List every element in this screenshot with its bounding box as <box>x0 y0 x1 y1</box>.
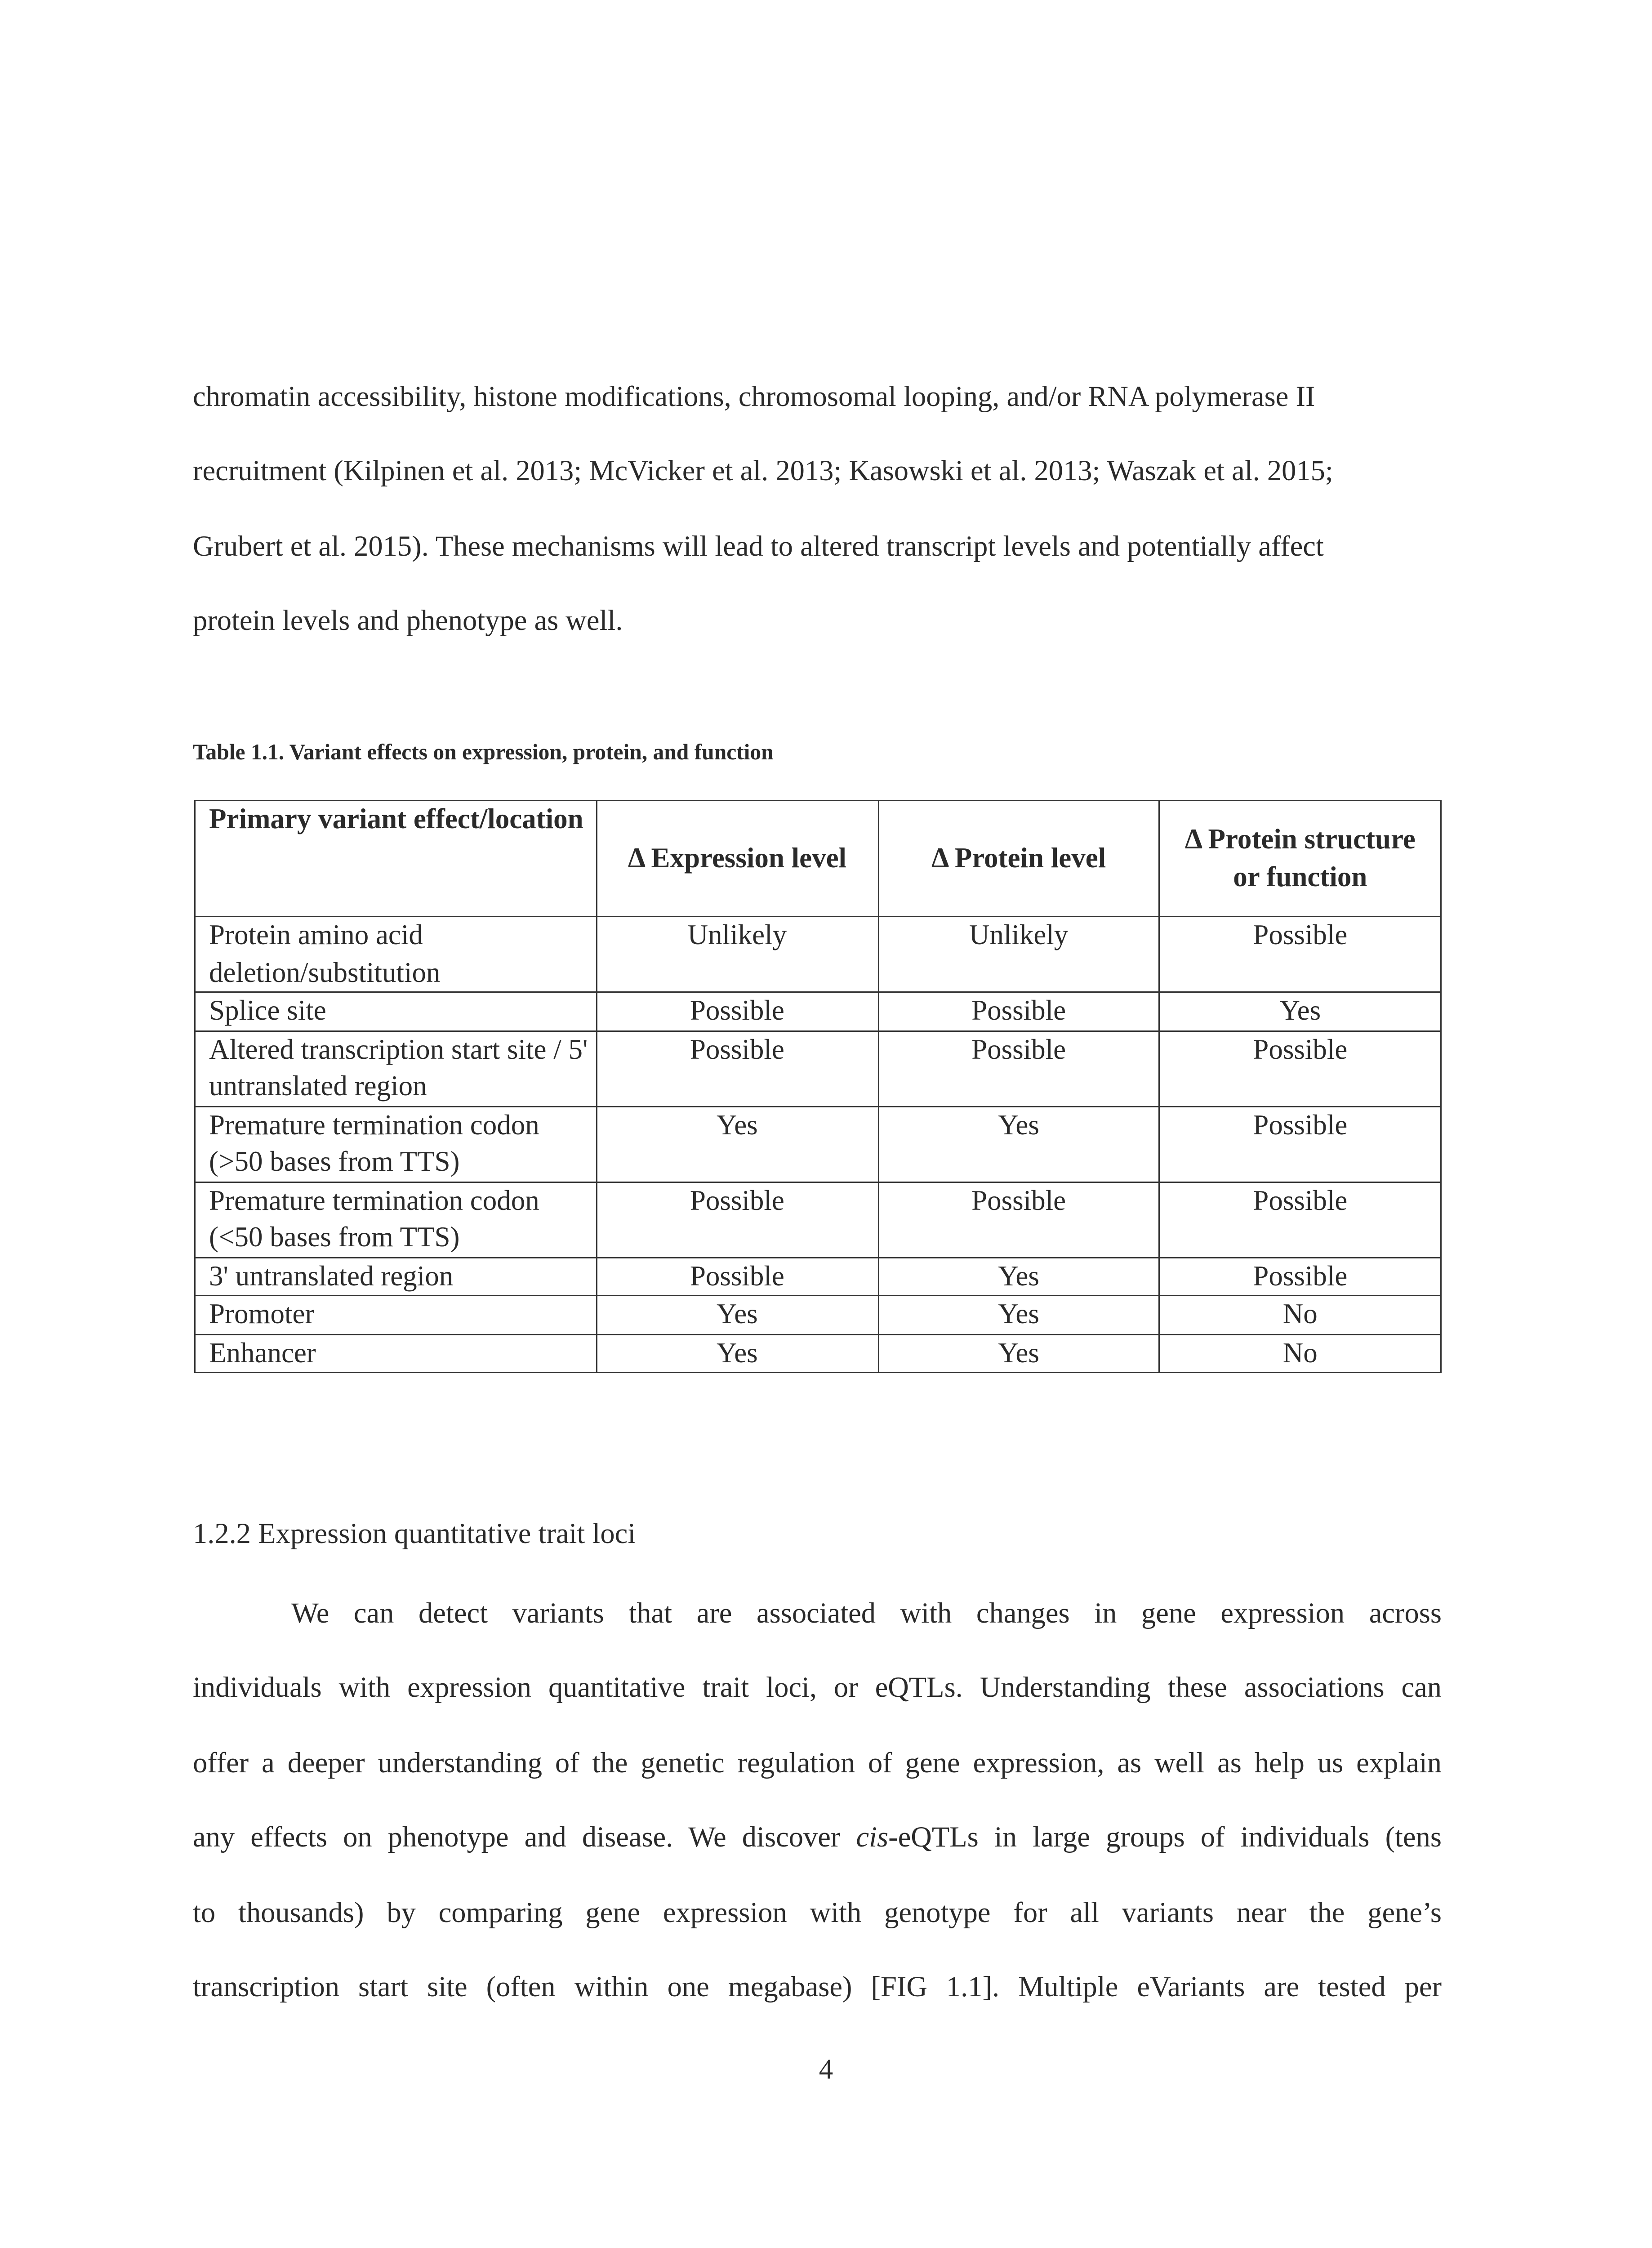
row-label: Enhancer <box>195 1334 597 1373</box>
page-number: 4 <box>819 2053 833 2085</box>
body-line-5: to thousands) by comparing gene expression with genotype for all variants near the gene’s <box>193 1896 1442 1929</box>
protein-function-cell: Possible <box>1159 1257 1441 1296</box>
expression-cell: Unlikely <box>597 917 878 992</box>
table-row <box>195 1257 1441 1296</box>
column-header-protein-level: Δ Protein level <box>878 801 1159 917</box>
body-line-4 <box>193 1817 1442 1857</box>
protein-function-cell: Possible <box>1159 1106 1441 1182</box>
intro-line-2: recruitment (Kilpinen et al. 2013; McVicker et al. 2013; Kasowski et al. 2013; Waszak et al. 2015; <box>193 455 1333 487</box>
protein-level-cell: Yes <box>878 1257 1159 1296</box>
body-line-4-start: any effects on phenotype and disease. We discover <box>193 1821 856 1853</box>
protein-level-cell: Yes <box>878 1334 1159 1373</box>
expression-cell: Possible <box>597 1257 878 1296</box>
table-row <box>195 917 1441 992</box>
protein-level-cell: Unlikely <box>878 917 1159 992</box>
protein-level-cell: Yes <box>878 1296 1159 1334</box>
body-line-2: individuals with expression quantitative trait loci, or eQTLs. Understanding these associations can <box>193 1671 1442 1704</box>
table-row <box>195 1182 1441 1257</box>
row-label: Altered transcription start site / 5' untranslated region <box>195 1030 597 1106</box>
row-label: Promoter <box>195 1296 597 1334</box>
intro-line-1: chromatin accessibility, histone modifications, chromosomal looping, and/or RNA polymerase II <box>193 380 1315 413</box>
row-label: Splice site <box>195 992 597 1031</box>
expression-cell: Yes <box>597 1106 878 1182</box>
protein-function-cell: Possible <box>1159 917 1441 992</box>
intro-line-3: Grubert et al. 2015). These mechanisms will lead to altered transcript levels and potentially affect <box>193 530 1324 562</box>
row-label: 3' untranslated region <box>195 1257 597 1296</box>
protein-function-cell: No <box>1159 1296 1441 1334</box>
table-header-row <box>195 801 1441 917</box>
protein-function-cell: Possible <box>1159 1030 1441 1106</box>
table-row <box>195 1030 1441 1106</box>
protein-function-cell: Yes <box>1159 992 1441 1031</box>
protein-level-cell: Possible <box>878 992 1159 1031</box>
expression-cell: Possible <box>597 992 878 1031</box>
protein-level-cell: Possible <box>878 1182 1159 1257</box>
protein-level-cell: Possible <box>878 1030 1159 1106</box>
row-label: Premature termination codon (<50 bases from TTS) <box>195 1182 597 1257</box>
row-label: Protein amino acid deletion/substitution <box>195 917 597 992</box>
expression-cell: Yes <box>597 1296 878 1334</box>
protein-level-cell: Yes <box>878 1106 1159 1182</box>
body-line-4-end <box>856 1821 1442 1853</box>
table-row <box>195 1106 1441 1182</box>
body-line-6: transcription start site (often within one megabase) [FIG 1.1]. Multiple eVariants are tested per <box>193 1971 1442 2003</box>
column-header-expression-level: Δ Expression level <box>597 801 878 917</box>
body-line-3: offer a deeper understanding of the genetic regulation of gene expression, as well as help us explain <box>193 1747 1442 1779</box>
body-line-1: We can detect variants that are associated with changes in gene expression across <box>291 1597 1442 1629</box>
table-row <box>195 992 1441 1031</box>
intro-line-4: protein levels and phenotype as well. <box>193 604 623 637</box>
section-heading: 1.2.2 Expression quantitative trait loci <box>193 1517 636 1550</box>
expression-cell: Possible <box>597 1182 878 1257</box>
expression-cell: Possible <box>597 1030 878 1106</box>
column-header-protein-function: Δ Protein structure or function <box>1159 801 1441 917</box>
protein-function-cell: No <box>1159 1334 1441 1373</box>
expression-cell: Yes <box>597 1334 878 1373</box>
table-caption: Table 1.1. Variant effects on expression, protein, and function <box>193 739 774 765</box>
table-row <box>195 1296 1441 1334</box>
variant-effects-table <box>194 800 1442 1373</box>
table-row <box>195 1334 1441 1373</box>
protein-function-cell: Possible <box>1159 1182 1441 1257</box>
column-header-primary-effect: Primary variant effect/location <box>195 801 597 917</box>
body-line-4-rest: -eQTLs in large groups of individuals (tens <box>888 1821 1442 1853</box>
cis-italic: cis <box>856 1821 889 1853</box>
row-label: Premature termination codon (>50 bases from TTS) <box>195 1106 597 1182</box>
